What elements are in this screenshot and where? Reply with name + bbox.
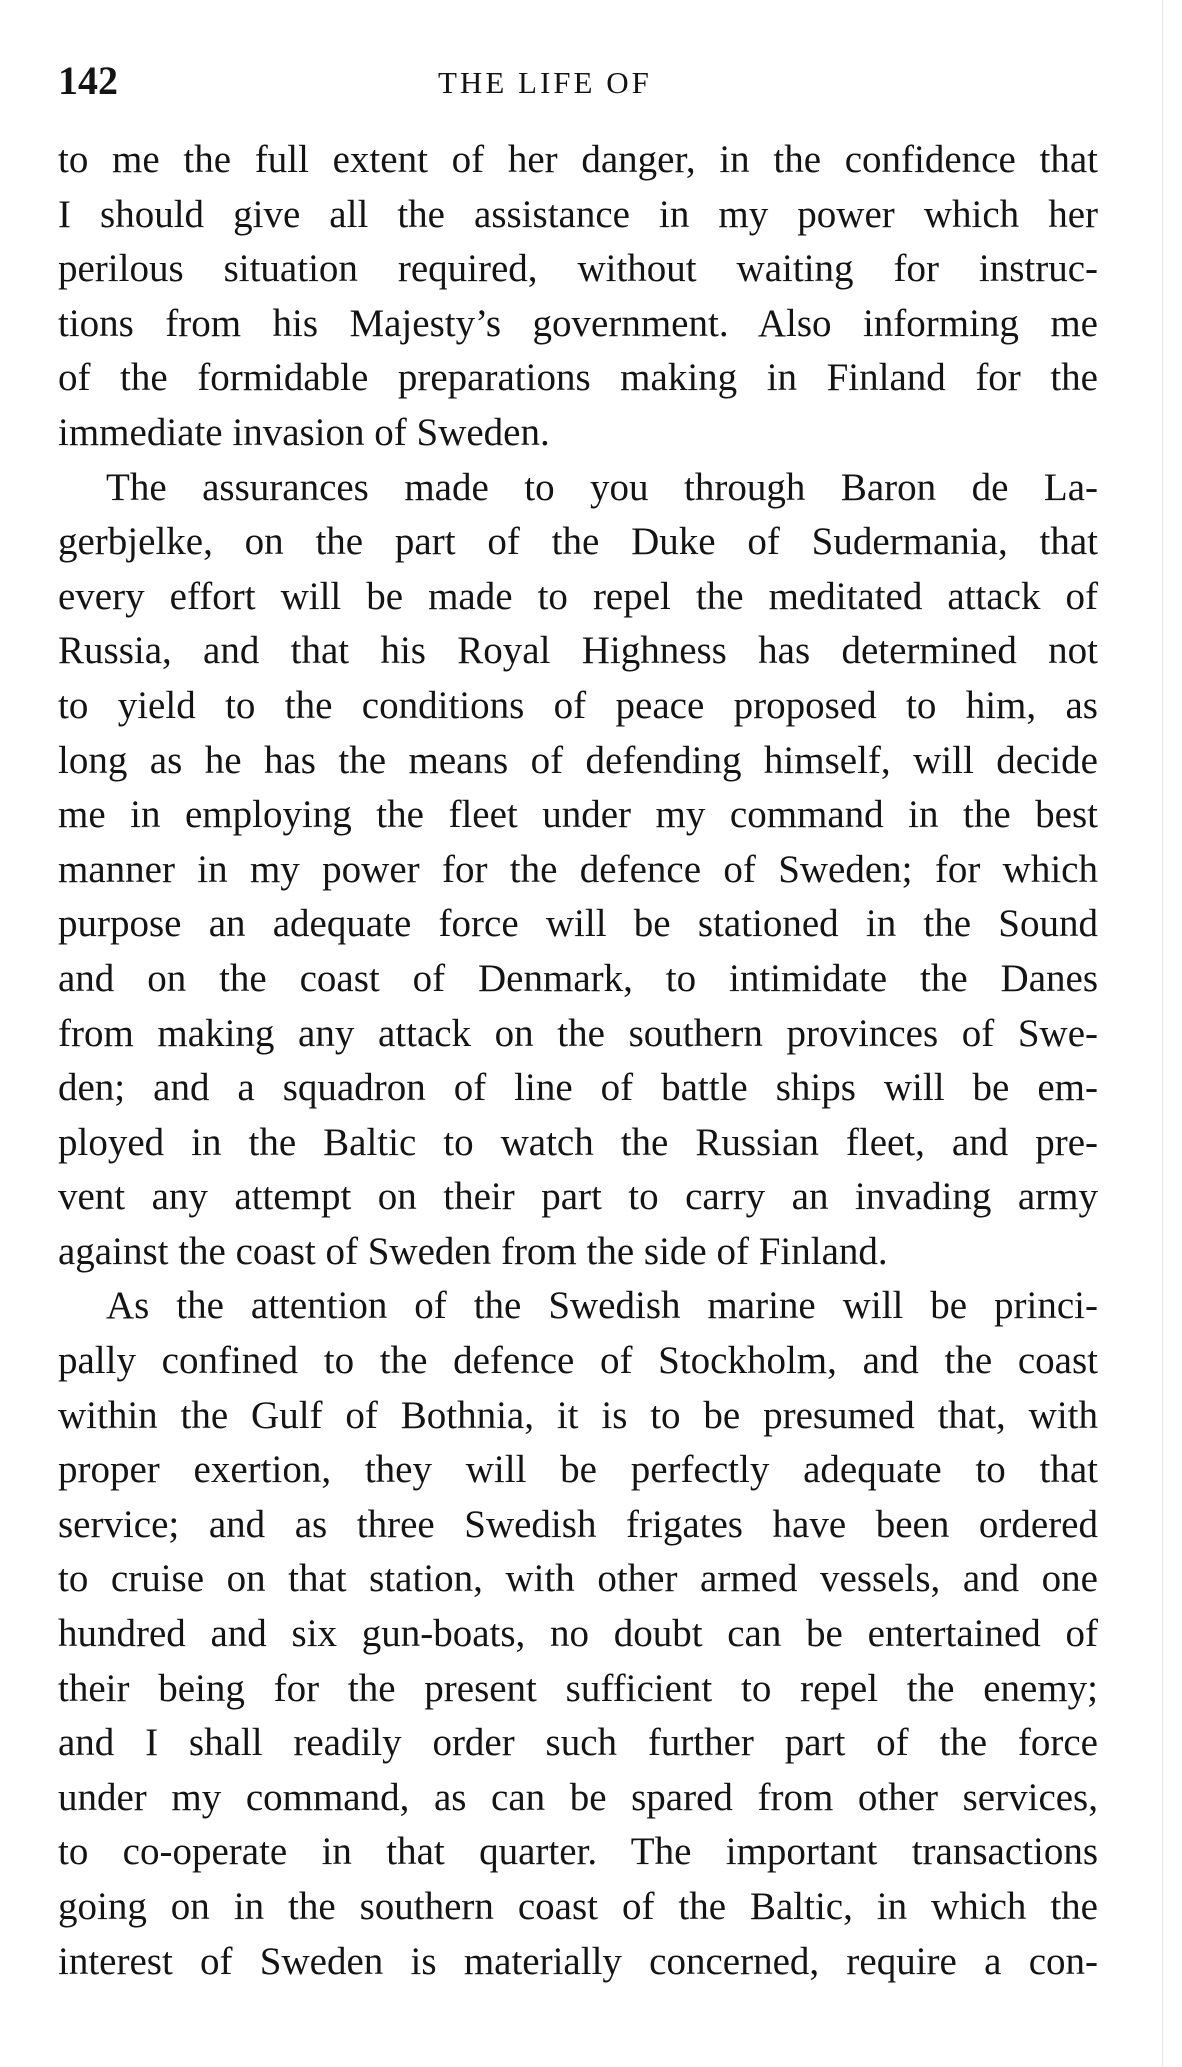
text-line: immediate invasion of Sweden. xyxy=(58,410,550,454)
text-line: ployed in the Baltic to watch the Russian fleet, and pre- xyxy=(58,1120,1098,1164)
paragraph-3 xyxy=(58,1279,1098,1989)
page-number: 142 xyxy=(58,58,118,103)
text-line: of the formidable preparations making in Finland for the xyxy=(58,356,1098,400)
text-line: purpose an adequate force will be stationed in the Sound xyxy=(58,902,1098,946)
text-line: hundred and six gun-boats, no doubt can be entertained of xyxy=(58,1612,1098,1656)
text-line: interest of Sweden is materially concerned, require a con- xyxy=(58,1939,1098,1983)
text-line: proper exertion, they will be perfectly adequate to that xyxy=(58,1448,1098,1492)
text-line: service; and as three Swedish frigates have been ordered xyxy=(58,1502,1098,1546)
text-line: manner in my power for the defence of Sweden; for which xyxy=(58,847,1098,891)
text-line: and I shall readily order such further part of the force xyxy=(58,1721,1098,1765)
text-line: The assurances made to you through Baron de La- xyxy=(106,465,1098,509)
paragraph-1 xyxy=(58,133,1098,461)
text-line: me in employing the fleet under my command in the best xyxy=(58,793,1098,837)
text-line: from making any attack on the southern provinces of Swe- xyxy=(58,1011,1098,1055)
text-line: to me the full extent of her danger, in the confidence that xyxy=(58,138,1098,181)
text-line: perilous situation required, without waiting for instruc- xyxy=(58,247,1098,291)
text-line: against the coast of Sweden from the side of Finland. xyxy=(58,1229,888,1273)
text-line: to co-operate in that quarter. The important transactions xyxy=(58,1830,1098,1874)
text-line: gerbjelke, on the part of the Duke of Sudermania, that xyxy=(58,520,1098,564)
text-line: to yield to the conditions of peace proposed to him, as xyxy=(58,683,1098,727)
text-line: going on in the southern coast of the Baltic, in which the xyxy=(58,1885,1098,1928)
text-line: every effort will be made to repel the meditated attack of xyxy=(58,574,1098,618)
text-line: within the Gulf of Bothnia, it is to be presumed that, with xyxy=(58,1393,1098,1437)
text-line: their being for the present sufficient to repel the enemy; xyxy=(58,1666,1098,1710)
text-line: to cruise on that station, with other armed vessels, and one xyxy=(58,1557,1098,1601)
text-line: vent any attempt on their part to carry an invading army xyxy=(58,1175,1098,1219)
text-line: tions from his Majesty’s government. Also informing me xyxy=(58,301,1098,345)
text-line: Russia, and that his Royal Highness has determined not xyxy=(58,629,1098,673)
running-title: THE LIFE OF xyxy=(438,65,652,100)
text-line: pally confined to the defence of Stockholm, and the coast xyxy=(58,1339,1098,1383)
text-line: As the attention of the Swedish marine will be princi- xyxy=(106,1284,1098,1328)
running-head xyxy=(58,56,1098,106)
text-line: long as he has the means of defending himself, will decide xyxy=(58,738,1098,782)
body-text xyxy=(58,133,1098,1989)
text-line: and on the coast of Denmark, to intimidate the Danes xyxy=(58,956,1098,1000)
paragraph-2 xyxy=(58,461,1098,1280)
text-line: den; and a squadron of line of battle ships will be em- xyxy=(58,1066,1098,1110)
page-edge-line xyxy=(1162,0,1163,2067)
text-line: I should give all the assistance in my power which her xyxy=(58,192,1098,236)
text-line: under my command, as can be spared from other services, xyxy=(58,1775,1098,1819)
